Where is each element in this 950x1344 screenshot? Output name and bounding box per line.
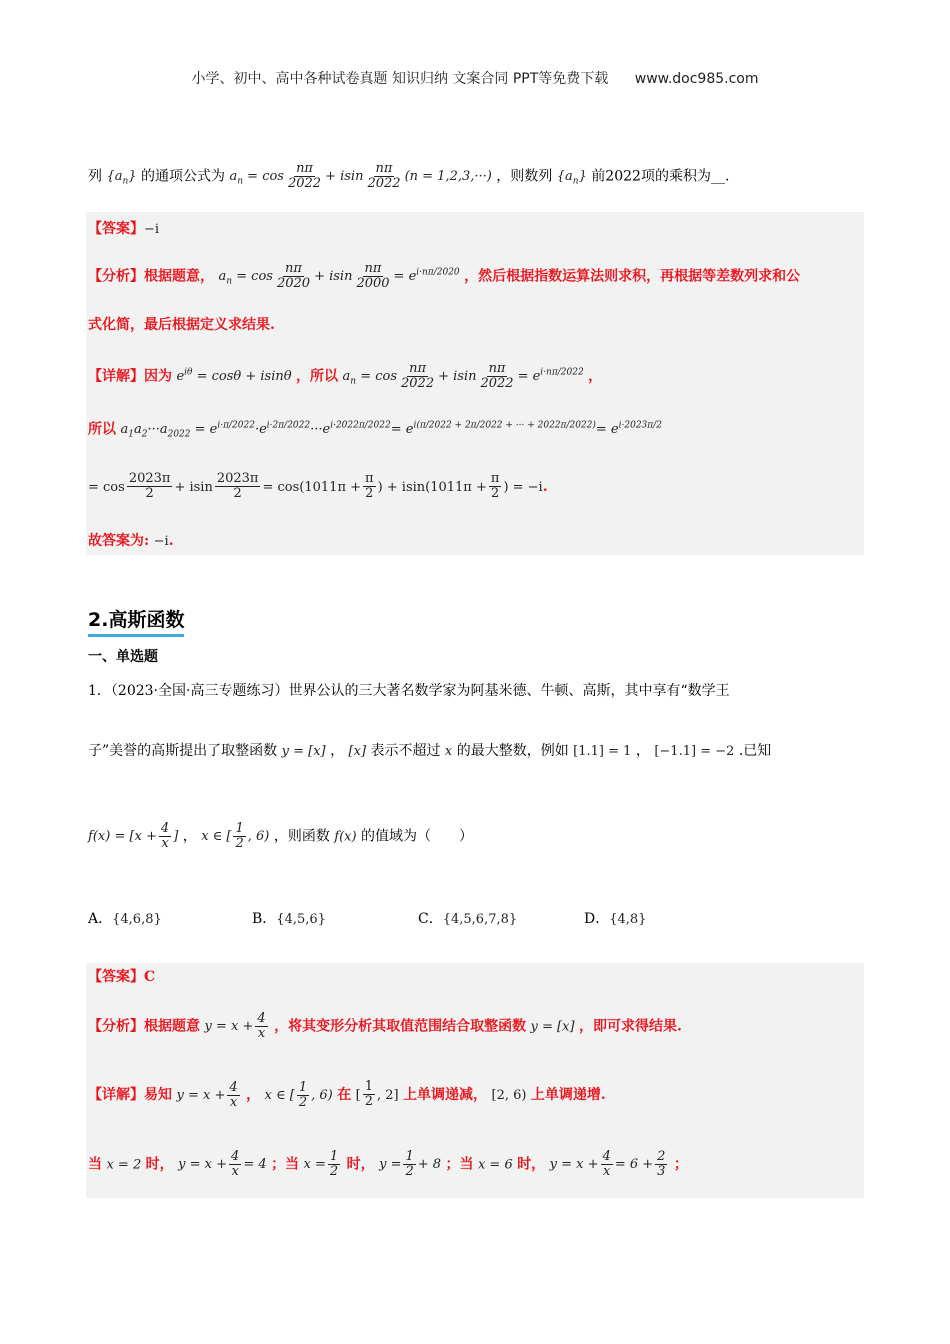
option-b[interactable]: B．{4,5,6} xyxy=(252,911,326,927)
detail-1-result: = cos $\frac{2023\pi}{2}$ + isin $\frac{2023\pi}{2}$ = cos(1011π + $\frac{\pi}{2}$ ) + isin(1011π + $\frac{\pi}{2}$ ) = −i. xyxy=(88,471,548,502)
question-1-line-1: 1．（2023·全国·高三专题练习）世界公认的三大著名数学家为阿基米德、牛顿、高斯，其中享有“数学王 xyxy=(88,683,730,699)
question-prev-line: 列 $\{a_n\}$ 的通项公式为 $a_n = \cos$ $\frac{n\pi}{2022}$ + isin $\frac{n\pi}{2022}$ (n = 1,2,3,···) ，则数列 $\{a_n\}$ 前2022项的乘积为__. xyxy=(88,161,730,192)
page-header xyxy=(0,68,950,88)
math-seq: $\{a_n\}$ xyxy=(106,169,137,187)
section-subtitle: 一、单选题 xyxy=(88,649,158,665)
answer-1-line: 【答案】−i xyxy=(88,221,160,237)
section-title: 2.高斯函数 xyxy=(88,605,184,637)
option-c[interactable]: C．{4,5,6,7,8} xyxy=(418,911,518,927)
analysis-1-line: 【分析】根据题意， $a_n = \cos$ $\frac{n\pi}{2020}$ + isin $\frac{n\pi}{2000}$ = $e^{i\cdot n\pi/2020}$ ，然后根据指数运算法则求积，再根据等差数列求和公 xyxy=(88,261,801,292)
detail-2-line: 【详解】易知 y = x + $\frac{4}{x}$ ， x ∈ [ $\frac{1}{2}$ , 6) 在 [ $\frac{1}{2}$ , 2] 上单调递减， [2, 6) 上单调递增. xyxy=(88,1079,606,1110)
question-1-line-2: 子”美誉的高斯提出了取整函数 y = [x] ， [x] 表示不超过 x 的最大整数，例如 [1.1] = 1 ， [−1.1] = −2 .已知 xyxy=(88,743,772,759)
header-text: 小学、初中、高中各种试卷真题 知识归纳 文案合同 PPT等免费下载 xyxy=(191,71,609,87)
header-url[interactable]: www.doc985.com xyxy=(634,71,759,87)
answer-2-line: 【答案】C xyxy=(88,969,156,985)
math-formula: $a_n = \cos$ $\frac{n\pi}{2022}$ + isin $\frac{n\pi}{2022}$ (n = 1,2,3,···) xyxy=(229,161,492,192)
option-d[interactable]: D．{4,8} xyxy=(584,911,647,927)
detail-2-cases: 当 x = 2 时， y = x + $\frac{4}{x}$ = 4 ；当 x = $\frac{1}{2}$ 时， y = $\frac{1}{2}$ + 8 ；当 x = 6 时， y = x + $\frac{4}{x}$ = 6 + $\frac{2}{3}$ ； xyxy=(88,1149,688,1180)
analysis-2-line: 【分析】根据题意 y = x + $\frac{4}{x}$ ，将其变形分析其取值范围结合取整函数 y = [x] ，即可求得结果. xyxy=(88,1011,682,1042)
analysis-1-line-2: 式化简，最后根据定义求结果. xyxy=(88,317,275,333)
final-answer-1: 故答案为: −i. xyxy=(88,533,174,549)
detail-1-product: 所以 $a_1a_2\cdot\cdot\cdot a_{2022} = e^{i\cdot\pi/2022}\cdot e^{i\cdot 2\pi/2022}\cdot\cdot\cdot e^{i\cdot 2022\pi/2022}= e^{i(\pi/2022 + 2\pi/2022 + \cdot\cdot\cdot + 2022\pi/2022)}= e^{i\cdot 2023\pi/2}$ xyxy=(88,421,662,440)
option-a[interactable]: A．{4,6,8} xyxy=(88,911,162,927)
detail-1-line: 【详解】因为 $e^{i\theta} = \cos\theta + isin\theta$ ，所以 $a_n = \cos$ $\frac{n\pi}{2022}$ + isin $\frac{n\pi}{2022}$ = $e^{i\cdot n\pi/2022}$ ， xyxy=(88,361,603,392)
question-1-line-3: f(x) = [x + $\frac{4}{x}$ ] ， x ∈ [ $\frac{1}{2}$ , 6) ，则函数 f(x) 的值域为（ ） xyxy=(88,821,474,852)
